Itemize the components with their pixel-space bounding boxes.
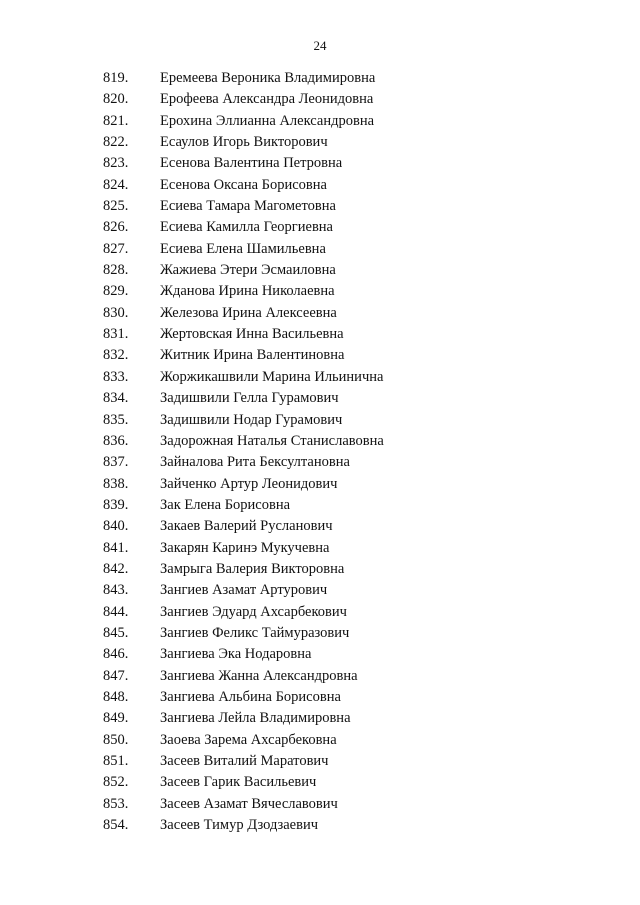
entry-name: Заоева Зарема Ахсарбековна — [160, 731, 337, 748]
entry-name: Задишвили Гелла Гурамович — [160, 390, 339, 407]
entry-name: Зангиев Азамат Артурович — [160, 582, 328, 599]
entry-number: 853. — [103, 795, 129, 812]
list-item — [0, 388, 640, 409]
entry-number: 847. — [103, 667, 129, 684]
entry-name: Есенова Валентина Петровна — [160, 155, 343, 172]
entry-name: Ерофеева Александра Леонидовна — [160, 91, 374, 108]
entry-number: 837. — [103, 454, 129, 471]
entry-name: Задорожная Наталья Станиславовна — [160, 432, 384, 449]
list-item — [0, 751, 640, 772]
entry-number: 851. — [103, 753, 129, 769]
list-item — [0, 89, 640, 110]
list-item — [0, 495, 640, 516]
entry-name: Жоржикашвили Марина Ильинична — [160, 368, 384, 385]
entry-name: Еремеева Вероника Владимировна — [160, 70, 376, 86]
entry-number: 845. — [103, 624, 129, 641]
entry-name: Зангиева Эка Нодаровна — [160, 646, 312, 663]
list-item — [0, 367, 640, 388]
entry-number: 839. — [103, 496, 129, 513]
entry-name: Зангиева Альбина Борисовна — [160, 688, 341, 705]
list-item — [0, 303, 640, 324]
entry-number: 843. — [103, 582, 129, 599]
entry-number: 828. — [103, 262, 129, 279]
entry-name: Зангиев Эдуард Ахсарбекович — [160, 603, 347, 620]
entry-name: Замрыга Валерия Викторовна — [160, 560, 345, 577]
list-item — [0, 217, 640, 238]
list-item — [0, 281, 640, 302]
entry-name: Засеев Тимур Дзодзаевич — [160, 817, 318, 834]
list-item — [0, 474, 640, 495]
list-item — [0, 708, 640, 729]
entry-name: Засеев Виталий Маратович — [160, 753, 329, 769]
list-item — [0, 260, 640, 281]
entry-name: Зайченко Артур Леонидович — [160, 475, 338, 492]
list-item — [0, 794, 640, 815]
list-item — [0, 730, 640, 751]
entry-number: 820. — [103, 91, 129, 108]
list-item — [0, 772, 640, 793]
list-item — [0, 410, 640, 431]
list-item — [0, 345, 640, 366]
entry-number: 829. — [103, 283, 129, 300]
entry-name: Железова Ирина Алексеевна — [160, 304, 337, 321]
list-item — [0, 239, 640, 260]
entry-name: Житник Ирина Валентиновна — [160, 347, 345, 364]
entry-number: 832. — [103, 347, 129, 364]
entry-number: 838. — [103, 475, 129, 492]
list-item — [0, 538, 640, 559]
entry-number: 825. — [103, 198, 129, 215]
list-item — [0, 559, 640, 580]
entry-name: Закаев Валерий Русланович — [160, 518, 333, 535]
entry-number: 842. — [103, 560, 129, 577]
list-item — [0, 196, 640, 217]
entry-number: 823. — [103, 155, 129, 172]
entry-name: Есиева Елена Шамильевна — [160, 240, 326, 257]
entry-name: Жертовская Инна Васильевна — [160, 326, 344, 343]
entry-name: Зангиев Феликс Таймуразович — [160, 624, 350, 641]
entry-number: 854. — [103, 817, 129, 834]
name-list — [0, 68, 640, 836]
entry-name: Есиева Камилла Георгиевна — [160, 219, 333, 236]
entry-number: 830. — [103, 304, 129, 321]
entry-name: Есаулов Игорь Викторович — [160, 134, 328, 151]
list-item — [0, 580, 640, 601]
list-item — [0, 132, 640, 153]
entry-number: 834. — [103, 390, 129, 407]
list-item — [0, 815, 640, 836]
entry-name: Жажиева Этери Эсмаиловна — [160, 262, 336, 279]
entry-number: 836. — [103, 432, 129, 449]
entry-number: 831. — [103, 326, 129, 343]
entry-number: 849. — [103, 710, 129, 727]
entry-number: 850. — [103, 731, 129, 748]
list-item — [0, 666, 640, 687]
list-item — [0, 324, 640, 345]
entry-name: Есенова Оксана Борисовна — [160, 176, 327, 193]
entry-number: 841. — [103, 539, 129, 556]
entry-number: 852. — [103, 774, 129, 791]
entry-number: 846. — [103, 646, 129, 663]
list-item — [0, 68, 640, 89]
entry-name: Зак Елена Борисовна — [160, 496, 291, 513]
list-item — [0, 516, 640, 537]
list-item — [0, 431, 640, 452]
entry-name: Жданова Ирина Николаевна — [160, 283, 335, 300]
entry-number: 819. — [103, 70, 129, 86]
entry-name: Засеев Гарик Васильевич — [160, 774, 317, 791]
list-item — [0, 153, 640, 174]
entry-number: 826. — [103, 219, 129, 236]
entry-name: Засеев Азамат Вячеславович — [160, 795, 338, 812]
entry-number: 824. — [103, 176, 129, 193]
entry-number: 821. — [103, 112, 129, 129]
entry-name: Ерохина Эллианна Александровна — [160, 112, 375, 129]
entry-number: 835. — [103, 411, 129, 428]
entry-name: Зангиева Жанна Александровна — [160, 667, 358, 684]
entry-number: 827. — [103, 240, 129, 257]
list-item — [0, 687, 640, 708]
entry-number: 844. — [103, 603, 129, 620]
page-number: 24 — [313, 38, 327, 53]
entry-name: Зайналова Рита Бексултановна — [160, 454, 350, 471]
entry-number: 822. — [103, 134, 129, 151]
entry-name: Есиева Тамара Магометовна — [160, 198, 336, 215]
list-item — [0, 644, 640, 665]
list-item — [0, 452, 640, 473]
list-item — [0, 602, 640, 623]
entry-number: 833. — [103, 368, 129, 385]
entry-name: Закарян Каринэ Мукучевна — [160, 539, 330, 556]
entry-name: Зангиева Лейла Владимировна — [160, 710, 351, 727]
list-item — [0, 175, 640, 196]
list-item — [0, 111, 640, 132]
entry-number: 848. — [103, 688, 129, 705]
list-item — [0, 623, 640, 644]
entry-number: 840. — [103, 518, 129, 535]
entry-name: Задишвили Нодар Гурамович — [160, 411, 343, 428]
